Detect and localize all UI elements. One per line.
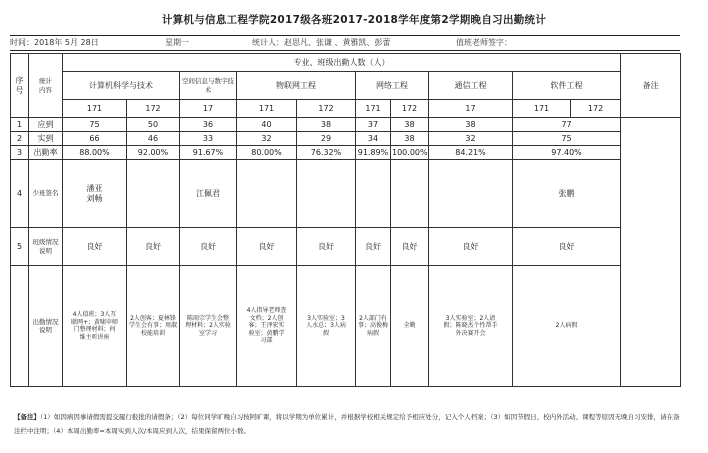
table-cell: 88.00% (63, 146, 127, 160)
remarks-cell (621, 118, 681, 387)
table-cell: 84.21% (429, 146, 513, 160)
attendance-table (10, 53, 681, 387)
table-cell: 36 (180, 118, 237, 132)
table-cell: 46 (127, 132, 180, 146)
major-iot: 物联网工程 (237, 72, 356, 100)
table-cell: 37 (356, 118, 391, 132)
signature-cell (429, 160, 513, 228)
signature-space-info: 江佩君 (180, 160, 237, 228)
teacher-signature-field: 值班老师签字： (456, 38, 512, 47)
table-cell: 92.00% (127, 146, 180, 160)
meta-top-rule (10, 35, 680, 36)
row-number: 3 (11, 146, 29, 160)
footnote-text: （1）如因病因事请假需提交履行报批的请假条；（2）每位同学旷晚自习按阿旷课，将以学期为单位累计，并根据学校相关规定给予相应处分，记入个人档案；（3）如因节假日、校内外活动、课程等原因无晚自习安排，请在备注栏中注明；（4）本周出勤率=本周实到人次/本周应到人次，结果保留两位小数。 (14, 413, 680, 435)
table-cell: 34 (356, 132, 391, 146)
table-row-expected (11, 118, 681, 132)
class-code: 172 (571, 100, 621, 118)
major-cs: 计算机科学与技术 (63, 72, 180, 100)
table-cell: 良好 (513, 228, 621, 266)
class-code: 171 (63, 100, 127, 118)
table-cell: 良好 (356, 228, 391, 266)
table-cell: 良好 (63, 228, 127, 266)
header-stat: 统计 内容 (29, 54, 63, 118)
meta-bottom-rule (10, 50, 680, 51)
date-field: 时间：2018年 5月 28日 (10, 38, 99, 47)
table-cell: 97.40% (513, 146, 621, 160)
page-title: 计算机与信息工程学院2017级各班2017-2018学年度第2学期晚自习出勤统计 (161, 14, 547, 26)
explanation-cell: 2人病假 (513, 266, 621, 387)
table-cell: 33 (180, 132, 237, 146)
table-cell: 32 (237, 132, 297, 146)
table-cell: 29 (297, 132, 356, 146)
class-code: 171 (237, 100, 297, 118)
table-cell: 50 (127, 118, 180, 132)
table-cell: 38 (391, 132, 429, 146)
class-code: 172 (127, 100, 180, 118)
class-code: 171 (513, 100, 571, 118)
row-label: 应到 (29, 118, 63, 132)
counters-field: 统计人：赵思凡、张谦 、黄雅凯、彭蕾 (252, 38, 391, 47)
class-code: 17 (180, 100, 237, 118)
header-remarks: 备注 (621, 54, 681, 118)
row-label: 出勤率 (29, 146, 63, 160)
explanation-cell: 3人实验室；2人请 假；陈晓杰个性帮手 外决赛开会 (429, 266, 513, 387)
table-cell: 38 (429, 118, 513, 132)
table-row-class-condition (11, 228, 681, 266)
table-cell: 良好 (391, 228, 429, 266)
major-communication: 通信工程 (429, 72, 513, 100)
class-code: 171 (356, 100, 391, 118)
table-cell: 良好 (297, 228, 356, 266)
footnote (14, 410, 682, 438)
major-network: 网络工程 (356, 72, 429, 100)
weekday-field: 星期一 (165, 38, 189, 47)
explanation-cell: 4人值班；3人互 联网+；黄啸申师 门整理材料；何 维主听讲座 (63, 266, 127, 387)
major-software: 软件工程 (513, 72, 621, 100)
explanation-cell: 全勤 (391, 266, 429, 387)
table-cell: 38 (297, 118, 356, 132)
class-code: 17 (429, 100, 513, 118)
table-cell: 100.00% (391, 146, 429, 160)
row-number: 4 (11, 160, 29, 228)
table-row-signatures (11, 160, 681, 228)
explanation-cell: 3人实验室；3 人水总；3人病 假 (297, 266, 356, 387)
row-label: 少班签名 (29, 160, 63, 228)
signature-cell (356, 160, 391, 228)
row-label: 班级情况 说明 (29, 228, 63, 266)
table-row-explanation (11, 266, 681, 387)
explanation-cell: 2人部门有 事；高俊梅 病假 (356, 266, 391, 387)
explanation-cell: 4人指导老师查 文档；2人创 客；王泽宏实 验室；黄鹏学 习部 (237, 266, 297, 387)
signature-cs: 潘亚 刘畅 (63, 160, 127, 228)
row-label: 实到 (29, 132, 63, 146)
table-cell: 77 (513, 118, 621, 132)
row-number (11, 266, 29, 387)
row-number: 2 (11, 132, 29, 146)
major-space-info: 空间信息与数字技术 (180, 72, 237, 100)
class-code: 172 (391, 100, 429, 118)
table-cell: 66 (63, 132, 127, 146)
table-cell: 80.00% (237, 146, 297, 160)
explanation-cell: 陈雨宗学生会整 理材料；2人实验 室学习 (180, 266, 237, 387)
table-cell: 良好 (127, 228, 180, 266)
table-cell: 40 (237, 118, 297, 132)
signature-software: 张鹏 (513, 160, 621, 228)
table-cell: 32 (429, 132, 513, 146)
signature-cell (127, 160, 180, 228)
table-cell: 良好 (429, 228, 513, 266)
table-row-rate (11, 146, 681, 160)
header-seq: 序号 (11, 54, 29, 118)
header-group: 专业、班级出勤人数（人） (63, 54, 621, 72)
row-label: 出勤情况 说明 (29, 266, 63, 387)
table-cell: 75 (513, 132, 621, 146)
table-cell: 91.89% (356, 146, 391, 160)
class-code: 172 (297, 100, 356, 118)
table-cell: 76.32% (297, 146, 356, 160)
explanation-cell: 2人创客；夏林锋 学生会有事；周淑 校能培训 (127, 266, 180, 387)
table-cell: 75 (63, 118, 127, 132)
signature-cell (237, 160, 297, 228)
row-number: 1 (11, 118, 29, 132)
signature-cell (391, 160, 429, 228)
table-cell: 38 (391, 118, 429, 132)
footnote-label: 【备注】 (14, 413, 40, 421)
table-cell: 良好 (237, 228, 297, 266)
table-row-actual (11, 132, 681, 146)
table-cell: 91.67% (180, 146, 237, 160)
table-cell: 良好 (180, 228, 237, 266)
row-number: 5 (11, 228, 29, 266)
signature-cell (297, 160, 356, 228)
